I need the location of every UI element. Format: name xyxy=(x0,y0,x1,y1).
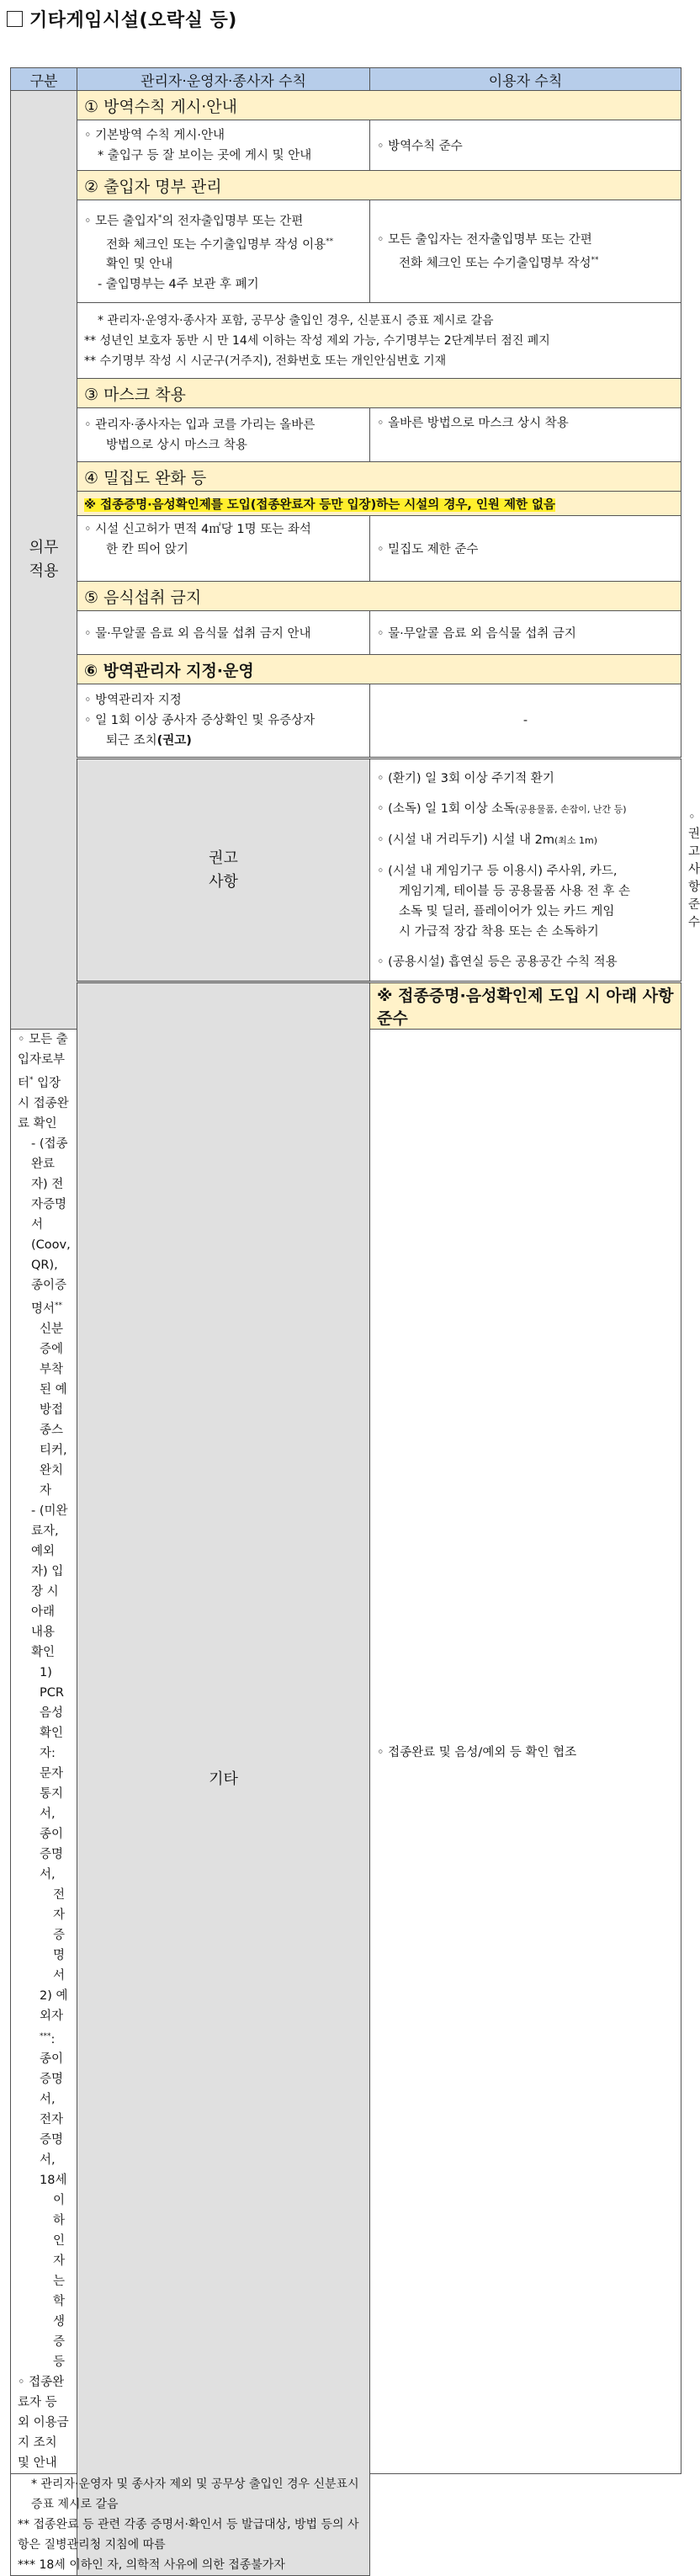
section-header-5: ⑤ 음식섭취 금지 xyxy=(77,582,681,611)
s3-user-cell: ◦ 올바른 방법으로 마스크 상시 착용 xyxy=(370,408,681,462)
section-header-3: ③ 마스크 착용 xyxy=(77,379,681,408)
category-mandatory: 의무 적용 xyxy=(11,91,77,1030)
section-header-2: ② 출입자 명부 관리 xyxy=(77,171,681,200)
recommend-operator-cell: ◦ (환기) 일 3회 이상 주기적 환기 ◦ (소독) 일 1회 이상 소독(공용물품, 손잡이, 난간 등) ◦ (시설 내 거리두기) 시설 내 2m(최소 1m) ◦ (시설 내 게임기구 등 이용시) 주사위, 카드, 게임기계, 테이블 등 공용물품 사용 전 후 손 소독 및 딜러, 플레이어가 있는 카드 게임 시 가급적 장갑 착용 또는 손 소독하기 ◦ (공용시설) 흡연실 등은 공용공간 수칙 적용 xyxy=(370,758,681,982)
s2-footnotes: * 관리자·운영자·종사자 포함, 공무상 출입인 경우, 신분표시 증표 제시로 갈음 ** 성년인 보호자 동반 시 만 14세 이하는 작성 제외 가능, 수기명부는 2단계부터 점진 폐지 ** 수기명부 작성 시 시군구(거주지), 전화번호 또는 개인안심번호 기재 xyxy=(77,303,681,379)
other-operator-cell: ◦ 모든 출입자로부터* 입장 시 접종완료 확인 - (접종완료자) 전자증명서(Coov, QR), 종이증명서** 신분증에 부착된 예방접종스티커, 완치자 - (미완료자, 예외자) 입장 시 아래 내용 확인 1) PCR음성확인자: 문자통지서, 종이증명서, 전자증명서 2) 예외자***: 종이증명서, 전자증명서, 18세 이하인 자는 학생증 등 ◦ 접종완료자 등 외 이용금지 조치 및 안내 xyxy=(11,1030,77,2474)
s6-operator-cell: ◦ 방역관리자 지정 ◦ 일 1회 이상 종사자 증상확인 및 유증상자 퇴근 조치(권고) xyxy=(77,684,370,758)
s4-user-cell: ◦ 밀집도 제한 준수 xyxy=(370,516,681,582)
s3-operator-cell: ◦ 관리자·종사자는 입과 코를 가리는 올바른 방법으로 상시 마스크 착용 xyxy=(77,408,370,462)
section-header-4: ④ 밀집도 완화 등 xyxy=(77,462,681,492)
s4-notice: ※ 접종증명·음성확인제를 도입(접종완료자 등만 입장)하는 시설의 경우, 인원 제한 없음 xyxy=(77,492,681,516)
table-header-row xyxy=(11,68,681,91)
checkbox-icon xyxy=(7,11,23,27)
page-title-text: 기타게임시설(오락실 등) xyxy=(29,9,237,31)
s5-operator-cell: ◦ 물·무알콜 음료 외 음식물 섭취 금지 안내 xyxy=(77,611,370,655)
s1-user-cell: ◦ 방역수칙 준수 xyxy=(370,120,681,171)
category-other: 기타 xyxy=(77,982,370,2576)
s5-user-cell: ◦ 물·무알콜 음료 외 음식물 섭취 금지 xyxy=(370,611,681,655)
section-header-1: ① 방역수칙 게시·안내 xyxy=(77,91,681,120)
s6-user-cell: - xyxy=(370,684,681,758)
header-operator-rules: 관리자·운영자·종사자 수칙 xyxy=(77,68,370,91)
s1-operator-cell: ◦ 기본방역 수칙 게시·안내 * 출입구 등 잘 보이는 곳에 게시 및 안내 xyxy=(77,120,370,171)
category-recommend: 권고 사항 xyxy=(77,758,370,982)
header-category: 구분 xyxy=(11,68,77,91)
page-title xyxy=(7,5,237,32)
s2-user-cell: ◦ 모든 출입자는 전자출입명부 또는 간편 전화 체크인 또는 수기출입명부 작성** xyxy=(370,200,681,303)
other-section-header: ※ 접종증명·음성확인제 도입 시 아래 사항 준수 xyxy=(370,982,681,1030)
other-footnotes: * 관리자·운영자 및 종사자 제외 및 공무상 출입인 경우 신분표시 증표 제시로 갈음 ** 접종완료 등 관련 각종 증명서·확인서 등 발급대상, 방법 등의 사항은 질병관리청 지침에 따름 *** 18세 이하인 자, 의학적 사유에 의한 접종불가자 xyxy=(11,2474,370,2576)
section-header-6: ⑥ 방역관리자 지정·운영 xyxy=(77,655,681,684)
s4-operator-cell: ◦ 시설 신고허가 면적 4㎡당 1명 또는 좌석 한 칸 띄어 앉기 xyxy=(77,516,370,582)
guideline-table: 구분 관리자·운영자·종사자 수칙 이용자 수칙 의무 적용 ① 방역수칙 게시·안내 ◦ 기본방역 수칙 게시·안내 * 출입구 등 잘 보이는 곳에 게시 및 안내 ◦ 방역수칙 준수 ② 출입자 명부 관리 ◦ 모든 출입자*의 전자출입명부 또는 간편 전화 체크인 또는 수기출입명부 작성 이용** 확인 및 안내 - 출입명부는 4주 보관 후 폐기 ◦ 모든 출입자는 전자출입명부 또는 간편 전화 체크인 또는 수기출입명부 작성** * 관리자·운영자·종사자 포함, 공무상 출입인 경우, 신분표시 증표 제시로 갈음 ** 성년인 보호자 동반 시 만 14세 이하는 작성 제외 가능, 수기명부는 2단계부터 점진 폐지 ** 수기명부 작성 시 시군구(거주지), 전화번호 또는 개인안심번호 기재 ③ 마스크 착용 ◦ 관리자·종사자는 입과 코를 가리는 올바른 방법으로 상시 마스크 착용 ◦ 올바른 방법으로 마스크 상시 착용 ④ 밀집도 완화 등 ※ 접종증명·음성확인제를 도입(접종완료자 등만 입장)하는 시설의 경우, 인원 제한 없음 ◦ 시설 신고허가 면적 4㎡당 1명 또는 좌석 한 칸 띄어 앉기 ◦ 밀집도 제한 준수 ⑤ 음식섭취 금지 ◦ 물·무알콜 음료 외 음식물 섭취 금지 안내 ◦ 물·무알콜 음료 외 음식물 섭취 금지 ⑥ 방역관리자 지정·운영 ◦ 방역관리자 지정 ◦ 일 1회 이상 종사자 증상확인 및 유증상자 퇴근 조치(권고) - 권고 사항 ◦ (환기) 일 3회 이상 주기적 환기 ◦ (소독) 일 1회 이상 소독(공용물품, 손잡이, 난간 등) ◦ (시설 내 거리두기) 시설 내 2m(최소 1m) ◦ (시설 내 게임기구 등 이용시) 주사위, 카드, 게임기계, 테이블 등 공용물품 사용 전 후 손 소독 및 딜러, 플레이어가 있는 카드 게임 시 가급적 장갑 착용 또는 손 소독하기 ◦ (공용시설) 흡연실 등은 공용공간 수칙 적용 ◦ 권고사항 준수 기타 ※ 접종증명·음성확인제 도입 시 아래 사항 준수 ◦ 모든 출입자로부터* 입장 시 접종완료 확인 - (접종완료자) 전자증명서(Coov, QR), 종이증명서** 신분증에 부착된 예방접종스티커, 완치자 - (미완료자, 예외자) 입장 시 아래 내용 확인 1) PCR음성확인자: 문자통지서, 종이증명서, 전자증명서 2) 예외자***: 종이증명서, 전자증명서, 18세 이하인 자는 학생증 등 ◦ 접종완료자 등 외 이용금지 조치 및 안내 ◦ 접종완료 및 음성/예외 등 확인 협조 * 관리자·운영자 및 종사자 제외 및 공무상 출입인 경우 신분표시 증표 제시로 갈음 ** 접종완료 등 관련 각종 증명서·확인서 등 발급대상, 방법 등의 사항은 질병관리청 지침에 따름 *** 18세 이하인 자, 의학적 사유에 의한 접종불가자 xyxy=(10,67,681,2576)
s2-operator-cell: ◦ 모든 출입자*의 전자출입명부 또는 간편 전화 체크인 또는 수기출입명부 작성 이용** 확인 및 안내 - 출입명부는 4주 보관 후 폐기 xyxy=(77,200,370,303)
header-user-rules: 이용자 수칙 xyxy=(370,68,681,91)
other-user-cell: ◦ 접종완료 및 음성/예외 등 확인 협조 xyxy=(370,1030,681,2474)
